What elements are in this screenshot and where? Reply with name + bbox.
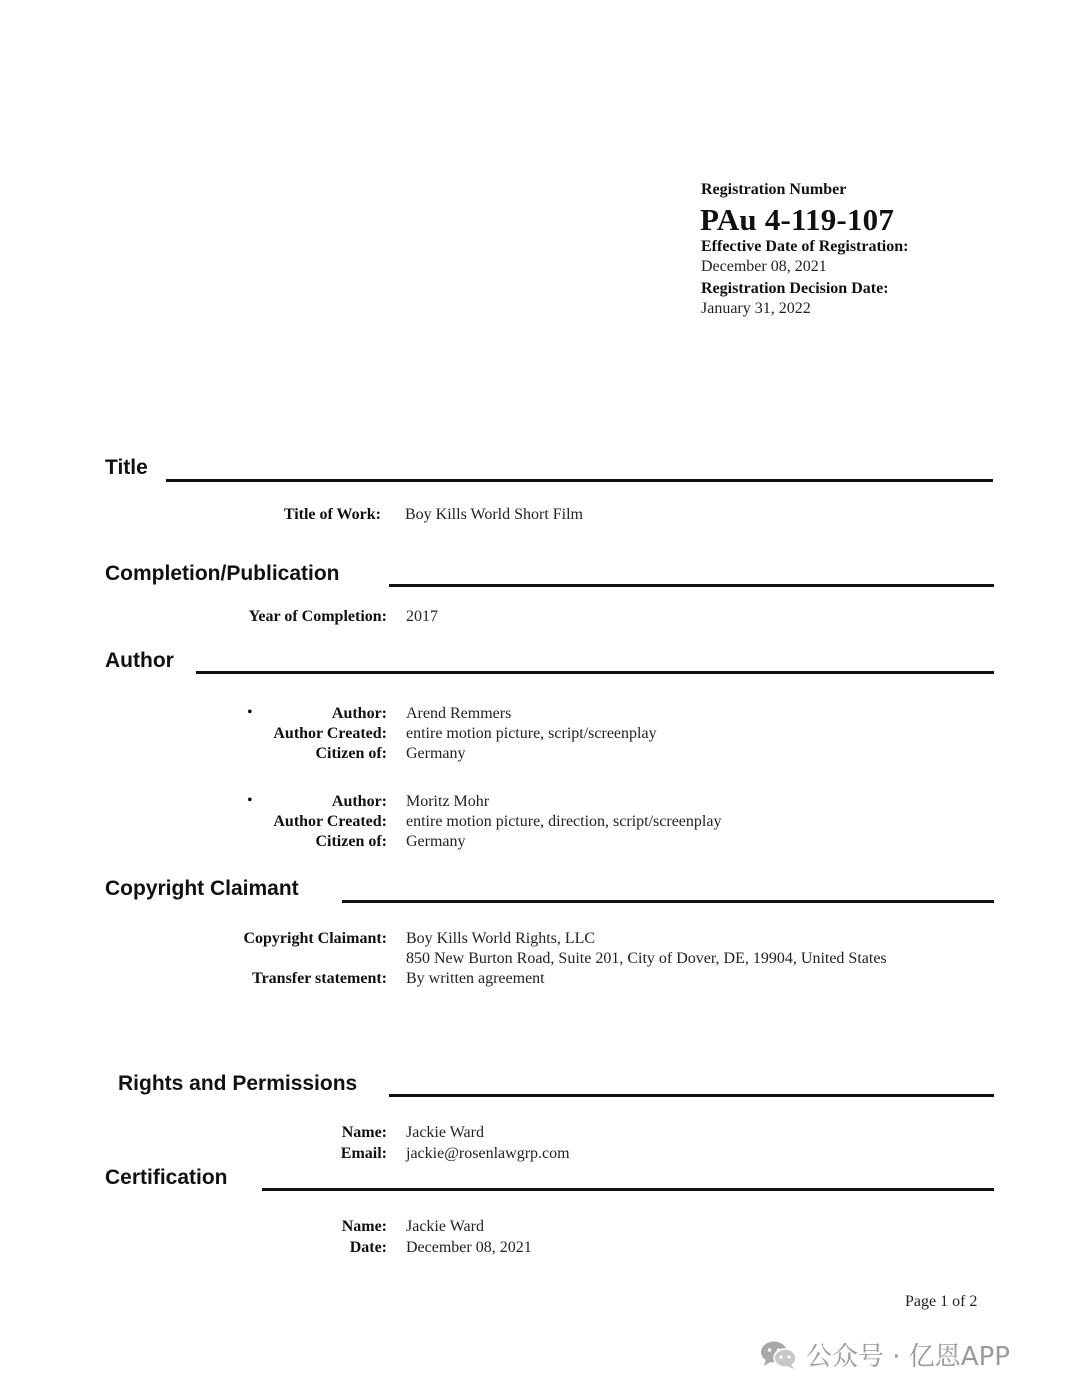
page-number: Page 1 of 2 (905, 1293, 978, 1310)
author-rule (196, 671, 994, 674)
author-created-value: entire motion picture, script/screenplay (406, 725, 657, 742)
author-bullet: • (247, 704, 253, 721)
author-heading: Author (105, 649, 174, 672)
author-label: Author: (331, 705, 387, 722)
certification-name-value: Jackie Ward (406, 1218, 484, 1235)
claimant-heading: Copyright Claimant (105, 877, 299, 900)
rights-heading: Rights and Permissions (118, 1072, 358, 1095)
watermark (760, 1336, 1010, 1373)
title-of-work-label: Title of Work: (283, 506, 381, 523)
citizen-of-value: Germany (406, 745, 466, 762)
rights-email-value: jackie@rosenlawgrp.com (406, 1145, 570, 1162)
title-heading: Title (105, 456, 148, 479)
citizen-of-label: Citizen of: (315, 745, 387, 762)
citizen-of-label: Citizen of: (315, 833, 387, 850)
completion-rule (389, 584, 994, 587)
author-created-label: Author Created: (273, 725, 387, 742)
copyright-claimant-name: Boy Kills World Rights, LLC (406, 930, 596, 947)
author-created-value: entire motion picture, direction, script/screenplay (406, 813, 722, 830)
title-of-work-value: Boy Kills World Short Film (405, 506, 583, 523)
certification-heading: Certification (105, 1166, 228, 1189)
rights-rule (389, 1094, 994, 1097)
wechat-icon (760, 1340, 798, 1370)
citizen-of-value: Germany (406, 833, 466, 850)
certification-rule (262, 1188, 994, 1191)
author-name: Moritz Mohr (406, 793, 490, 810)
certification-name-label: Name: (341, 1218, 387, 1235)
copyright-claimant-label: Copyright Claimant: (243, 930, 387, 947)
copyright-claimant-address: 850 New Burton Road, Suite 201, City of Dover, DE, 19904, United States (406, 950, 887, 967)
title-rule (166, 479, 993, 482)
author-name: Arend Remmers (406, 705, 512, 722)
registration-number: PAu 4-119-107 (700, 202, 895, 237)
rights-name-label: Name: (341, 1124, 387, 1141)
decision-date-label: Registration Decision Date: (701, 280, 889, 297)
watermark-text: 公众号 · 亿恩APP (806, 1342, 1010, 1372)
completion-heading: Completion/Publication (105, 562, 340, 585)
effective-date-label: Effective Date of Registration: (701, 238, 909, 255)
rights-name-value: Jackie Ward (406, 1124, 484, 1141)
year-of-completion-value: 2017 (406, 608, 438, 625)
author-created-label: Author Created: (273, 813, 387, 830)
claimant-rule (342, 900, 994, 903)
certification-date-value: December 08, 2021 (406, 1239, 532, 1256)
registration-number-label: Registration Number (701, 181, 847, 198)
effective-date-value: December 08, 2021 (701, 258, 827, 275)
transfer-statement-label: Transfer statement: (252, 970, 387, 987)
certification-date-label: Date: (349, 1239, 387, 1256)
transfer-statement-value: By written agreement (406, 970, 545, 987)
rights-email-label: Email: (340, 1145, 387, 1162)
decision-date-value: January 31, 2022 (701, 300, 811, 317)
author-bullet: • (247, 792, 253, 809)
author-label: Author: (331, 793, 387, 810)
year-of-completion-label: Year of Completion: (248, 608, 387, 625)
